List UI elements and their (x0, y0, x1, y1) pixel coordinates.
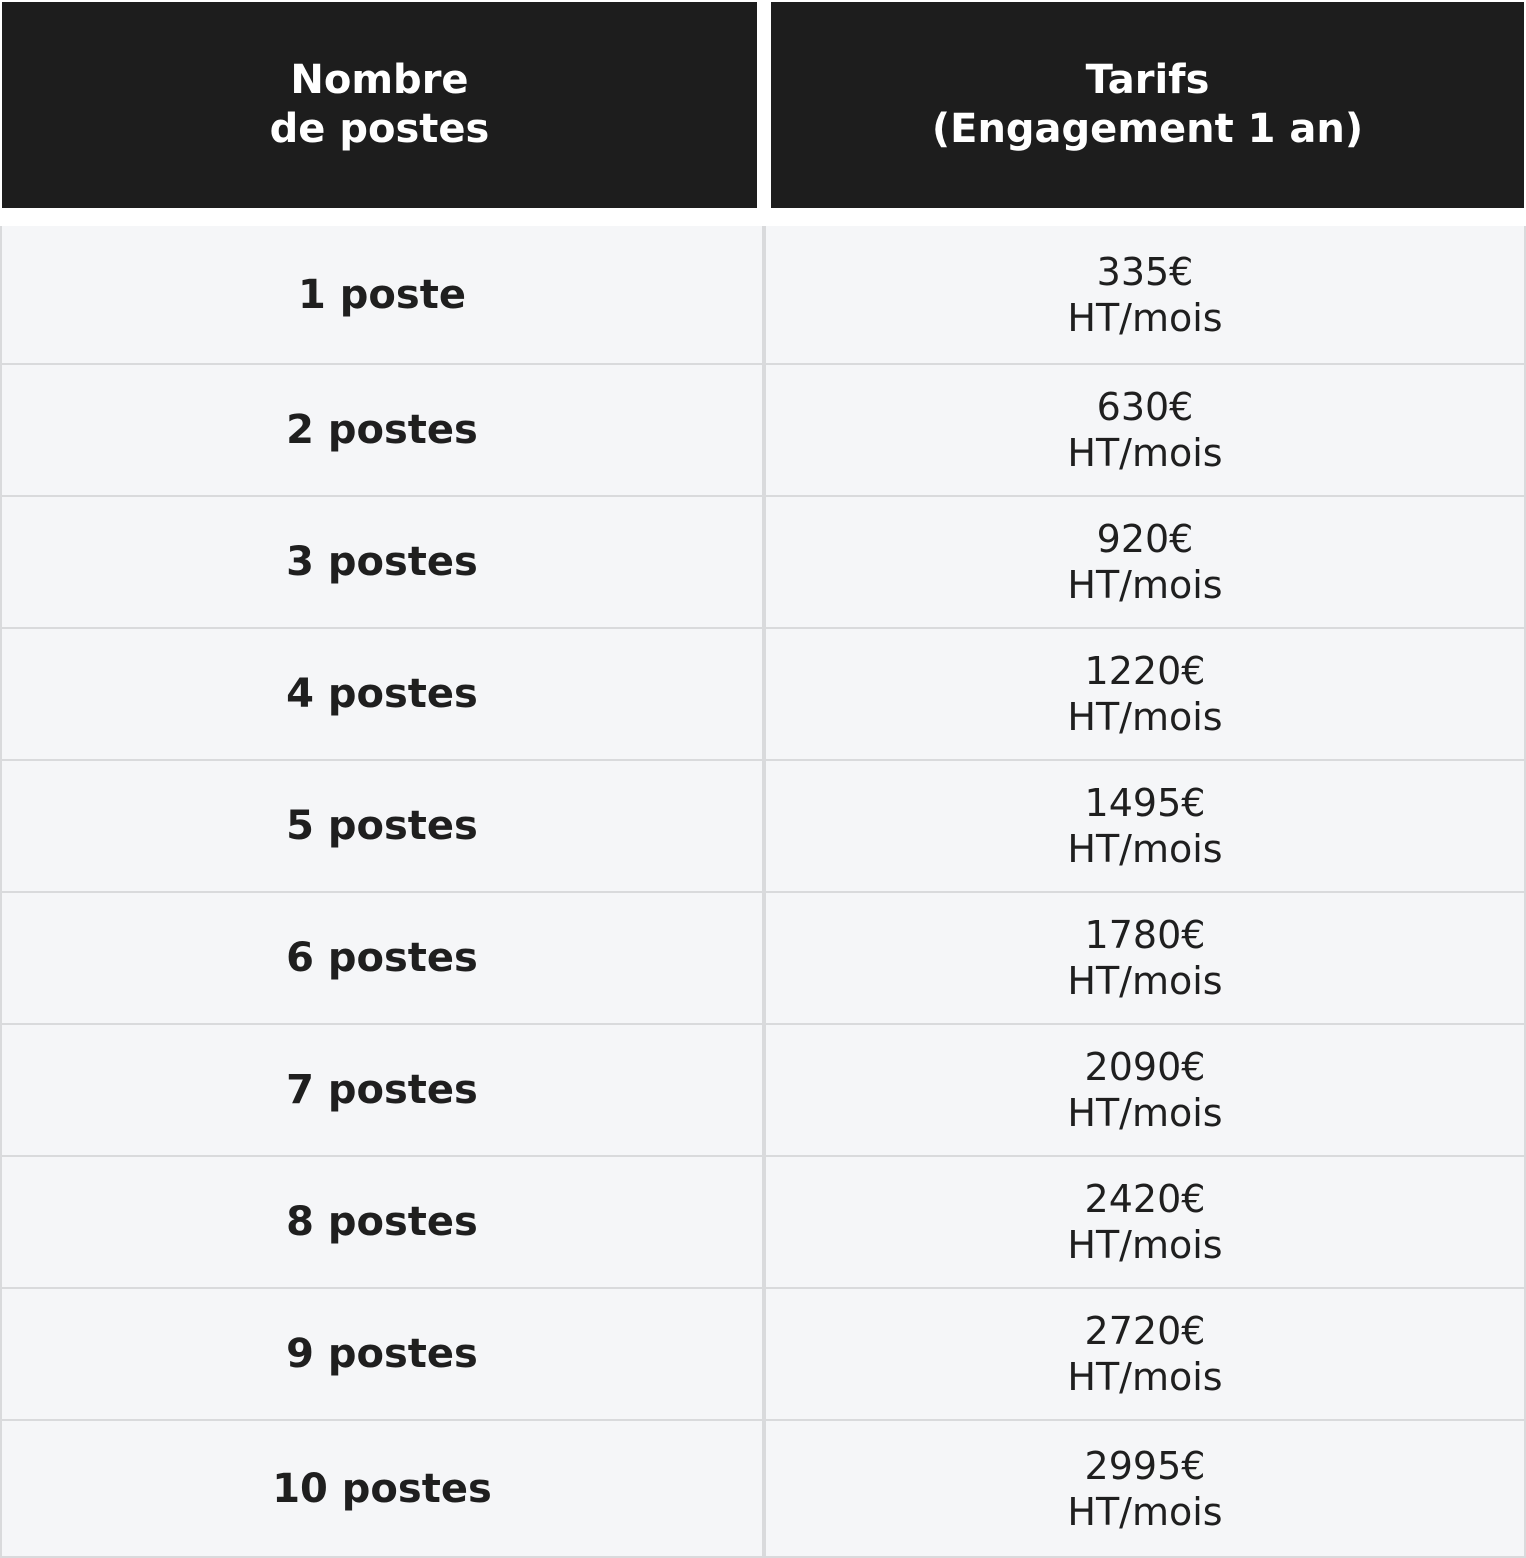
table-row (0, 1421, 1526, 1558)
table-row (0, 1157, 1526, 1289)
header-cell-count (2, 2, 757, 208)
price-cell (766, 1025, 1524, 1155)
price-cell (766, 1289, 1524, 1419)
price-unit: HT/mois (1067, 1489, 1223, 1534)
seat-count-label: 4 postes (286, 671, 478, 717)
price-unit: HT/mois (1067, 295, 1223, 340)
price-cell (766, 497, 1524, 627)
table-row (0, 893, 1526, 1025)
header-price-label: Tarifs (Engagement 1 an) (931, 57, 1364, 152)
monthly-price: 2995€ (1084, 1443, 1206, 1488)
table-row (0, 761, 1526, 893)
seat-count-label: 9 postes (286, 1331, 478, 1377)
price-unit: HT/mois (1067, 431, 1223, 475)
monthly-price: 2090€ (1084, 1045, 1206, 1089)
header-count-label: Nombre de postes (269, 57, 490, 152)
seat-count-cell (2, 497, 762, 627)
seat-count-label: 7 postes (286, 1067, 478, 1113)
price-cell (766, 761, 1524, 891)
price-cell (766, 629, 1524, 759)
monthly-price: 2420€ (1084, 1177, 1206, 1221)
price-cell (766, 226, 1524, 363)
seat-count-cell (2, 761, 762, 891)
seat-count-cell (2, 1421, 762, 1556)
monthly-price: 335€ (1096, 249, 1194, 294)
price-cell (766, 1157, 1524, 1287)
seat-count-label: 1 poste (298, 271, 466, 318)
table-row (0, 497, 1526, 629)
monthly-price: 1220€ (1084, 649, 1206, 693)
table-row (0, 365, 1526, 497)
seat-count-label: 5 postes (286, 803, 478, 849)
price-cell (766, 893, 1524, 1023)
monthly-price: 1495€ (1084, 781, 1206, 825)
table-body (0, 226, 1526, 1558)
seat-count-label: 2 postes (286, 407, 478, 453)
table-header (0, 0, 1526, 210)
seat-count-label: 8 postes (286, 1199, 478, 1245)
table-row (0, 629, 1526, 761)
seat-count-cell (2, 1289, 762, 1419)
seat-count-cell (2, 365, 762, 495)
price-unit: HT/mois (1067, 959, 1223, 1003)
table-row (0, 1289, 1526, 1421)
seat-count-cell (2, 629, 762, 759)
price-cell (766, 365, 1524, 495)
monthly-price: 920€ (1096, 517, 1194, 561)
seat-count-cell (2, 1025, 762, 1155)
seat-count-cell (2, 1157, 762, 1287)
seat-count-label: 6 postes (286, 935, 478, 981)
price-cell (766, 1421, 1524, 1556)
monthly-price: 1780€ (1084, 913, 1206, 957)
table-row (0, 226, 1526, 365)
seat-count-cell (2, 893, 762, 1023)
table-row (0, 1025, 1526, 1157)
price-unit: HT/mois (1067, 1223, 1223, 1267)
price-unit: HT/mois (1067, 827, 1223, 871)
monthly-price: 630€ (1096, 385, 1194, 429)
price-unit: HT/mois (1067, 1355, 1223, 1399)
header-cell-price (771, 2, 1524, 208)
seat-count-label: 3 postes (286, 539, 478, 585)
price-unit: HT/mois (1067, 563, 1223, 607)
price-unit: HT/mois (1067, 1091, 1223, 1135)
monthly-price: 2720€ (1084, 1309, 1206, 1353)
seat-count-label: 10 postes (272, 1465, 492, 1512)
seat-count-cell (2, 226, 762, 363)
price-unit: HT/mois (1067, 695, 1223, 739)
